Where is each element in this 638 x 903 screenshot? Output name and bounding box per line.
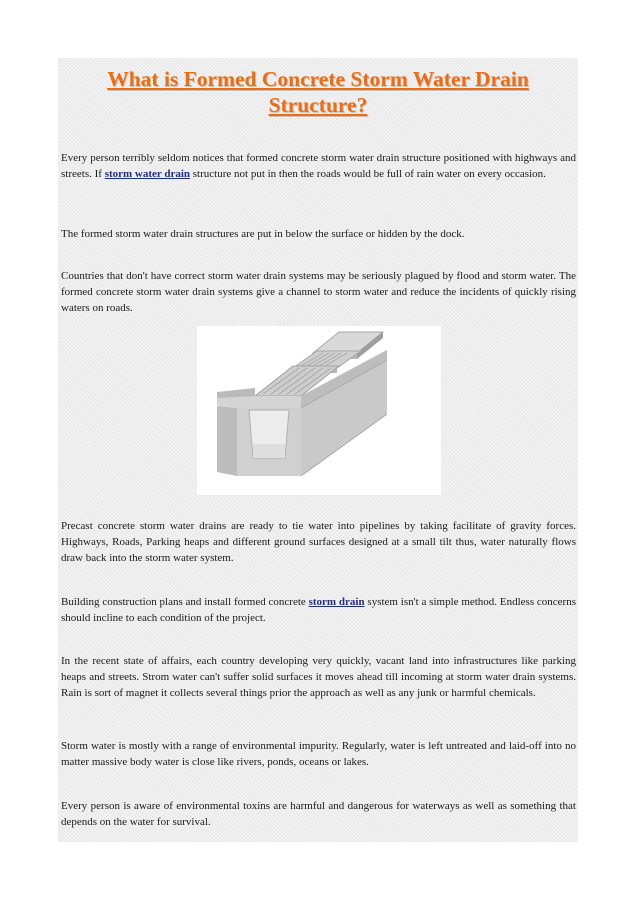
precast-drain-channel-illustration — [197, 326, 441, 495]
concrete-drain-image — [197, 326, 441, 495]
paragraph-5-text-before: Building construction plans and install formed concrete — [61, 596, 309, 608]
paragraph-3: Countries that don't have correct storm water drain systems may be seriously plagued by flood and storm water. The formed concrete storm water drain systems give a channel to storm water and reduce the incidents of quickly rising waters on roads. — [61, 270, 576, 314]
paragraph-6: In the recent state of affairs, each country developing very quickly, vacant land into infrastructures like parking heaps and streets. Strom water can't suffer solid surfaces it moves ahead till incoming at storm water drain systems. Rain is sort of magnet it collects several things prior the approach as well as any junk or harmful chemicals. — [61, 655, 576, 699]
paragraph-7: Storm water is mostly with a range of environmental impurity. Regularly, water is left untreated and laid-off into no matter massive body water is close like rivers, ponds, oceans or lakes. — [61, 740, 576, 768]
paragraph-5 — [61, 594, 576, 626]
paragraph-1-text-before: Every person terribly seldom notices that formed concrete storm water drain structure positioned with highways and streets. If — [61, 152, 576, 180]
paragraph-4: Precast concrete storm water drains are ready to tie water into pipelines by taking facilitate of gravity forces. Highways, Roads, Parking heaps and different ground surfaces designed at a small tilt thus, water naturally flows draw back into the storm water system. — [61, 520, 576, 564]
paragraph-1 — [61, 150, 576, 182]
paragraph-5-text-after: system isn't a simple method. Endless concerns should incline to each condition of the project. — [61, 596, 577, 624]
paragraph-2: The formed storm water drain structures are put in below the surface or hidden by the dock. — [61, 228, 465, 240]
page-title: What is Formed Concrete Storm Water Drain Structure? — [107, 67, 529, 117]
paragraph-1-text-after: structure not put in then the roads would be full of rain water on every occasion. — [190, 168, 546, 180]
paragraph-8: Every person is aware of environmental toxins are harmful and dangerous for waterways as well as something that depends on the water for survival. — [61, 800, 576, 828]
storm-water-drain-link[interactable]: storm water drain — [104, 168, 191, 180]
document-page — [58, 58, 578, 842]
storm-drain-link[interactable]: storm drain — [308, 596, 365, 608]
